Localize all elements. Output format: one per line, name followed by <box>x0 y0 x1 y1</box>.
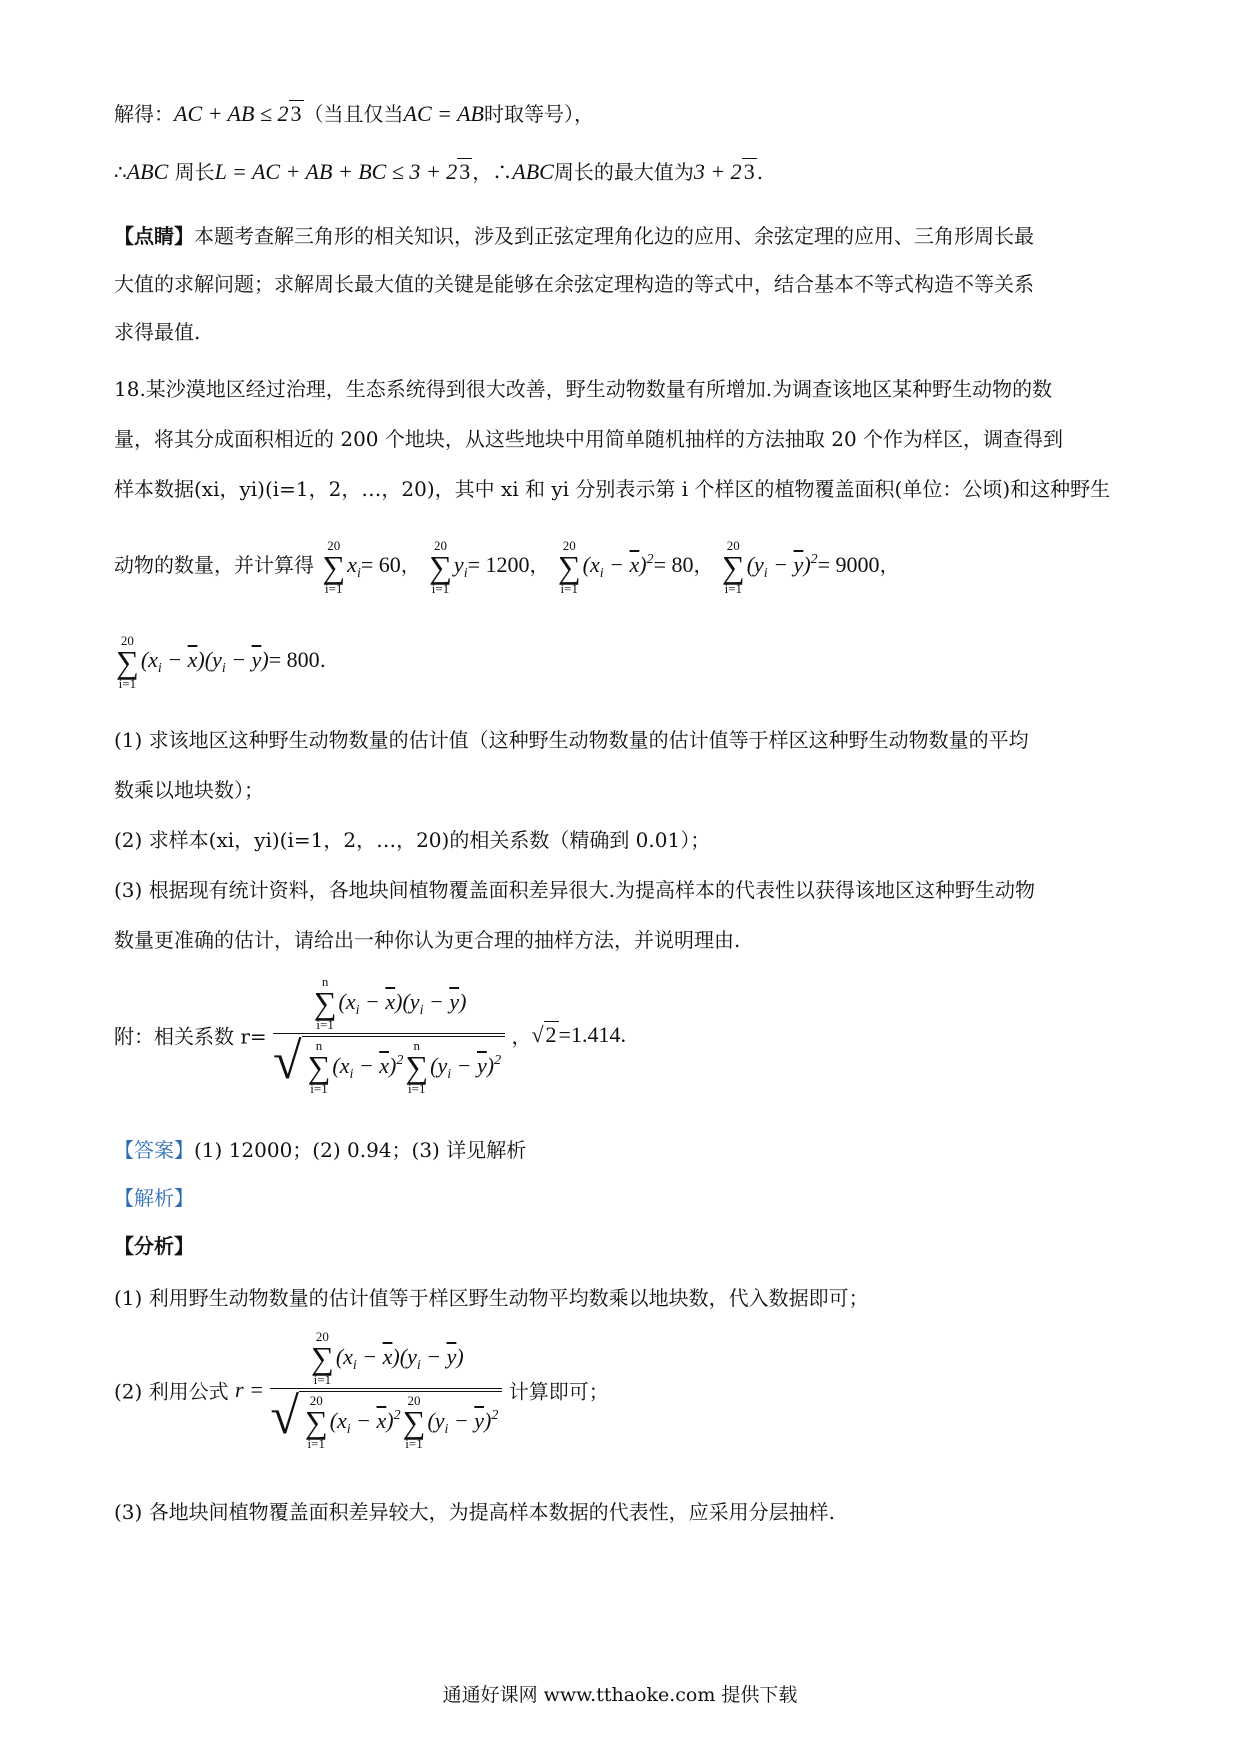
sub-question-1: (1) 求该地区这种野生动物数量的估计值（这种野生动物数量的估计值等于样区这种野生动物数量的平均 <box>114 728 1029 752</box>
point-line-3: 求得最值. <box>114 320 201 344</box>
formula-fraction: 20 ∑ i=1 $(x_i - \overline{x})(y_i - \overline{y})$ √ 20 ∑ i=1 $(x_i - \overline{x})^2$ 20 ∑ i=1 $(y_i - \overline{y})^2$ <box>270 1330 502 1450</box>
sub-question-2: (2) 求样本(xi，yi)(i=1，2，…，20)的相关系数（精确到 0.01）； <box>114 828 711 852</box>
fenxi-line-1: (1) 利用野生动物数量的估计值等于样区野生动物平均数乘以地块数，代入数据即可； <box>114 1286 869 1310</box>
page-footer: 通通好课网 www.tthaoke.com 提供下载 <box>442 1684 798 1706</box>
fenxi-tag: 【分析】 <box>114 1234 194 1258</box>
point-line-1: 【点睛】本题考查解三角形的相关知识，涉及到正弦定理角化边的应用、余弦定理的应用、三角形周长最 <box>114 224 1034 248</box>
sub-question-3: (3) 根据现有统计资料，各地块间植物覆盖面积差异很大.为提高样本的代表性以获得该地区这种野生动物 <box>114 878 1036 902</box>
q18-line-1: 18.某沙漠地区经过治理，生态系统得到很大改善，野生动物数量有所增加.为调查该地区某种野生动物的数 <box>114 377 1053 401</box>
appendix-formula: 附：相关系数 r= n ∑ i=1 $(x_i - \overline{x})(y_i - \overline{y})$ √ n ∑ i=1 $(x_i - \overline{x})^2$ n ∑ i=1 $(y_i - \overline{y})^2$ ，√2=1.414. <box>114 974 626 1096</box>
sub-question-1b: 数乘以地块数）； <box>114 778 264 802</box>
point-line-2: 大值的求解问题；求解周长最大值的关键是能够在余弦定理构造的等式中，结合基本不等式构造不等关系 <box>114 272 1034 296</box>
solution-line-2: ∴ABC 周长L = AC + AB + BC ≤ 3 + 23 ，∴ABC周长的最大值为3 + 23 . <box>114 159 764 184</box>
q18-sum5-line: 20 ∑ i=1 $(x_i - \overline{x})(y_i - \overline{y})= 800$. <box>116 632 326 691</box>
fenxi-line-3: (3) 各地块间植物覆盖面积差异较大，为提高样本数据的代表性，应采用分层抽样. <box>114 1500 836 1524</box>
q18-line-2: 量，将其分成面积相近的 200 个地块，从这些地块中用简单随机抽样的方法抽取 20 个作为样区，调查得到 <box>114 427 1064 451</box>
q18-sums-line: 动物的数量，并计算得 20 ∑ i=1 $x_i= 60$， 20 ∑ i=1 $y_i= 1200$， 20 ∑ i=1 $(x_i - \overline{x})^2= 80$， 20 ∑ i=1 $(y_i - \overline{y})^2= 9000$， <box>114 537 900 596</box>
sub-question-3b: 数量更准确的估计，请给出一种你认为更合理的抽样方法，并说明理由. <box>114 928 741 952</box>
solution-line-1: 解得：AC + AB ≤ 23 （当且仅当AC = AB时取等号）， <box>114 101 594 126</box>
sqrt-3: 3 <box>290 101 302 126</box>
q18-line-3: 样本数据(xi，yi)(i=1，2，…，20)，其中 xi 和 yi 分别表示第 i 个样区的植物覆盖面积(单位：公顷)和这种野生 <box>114 477 1111 501</box>
analysis-tag: 【解析】 <box>114 1186 194 1210</box>
answer-line: 【答案】(1) 12000；(2) 0.94；(3) 详见解析 <box>114 1138 527 1162</box>
fenxi-line-2: (2) 利用公式 r = 20 ∑ i=1 $(x_i - \overline{x})(y_i - \overline{y})$ √ 20 ∑ i=1 $(x_i - \overline{x})^2$ 20 ∑ i=1 $(y_i - \overline{y})^2$ 计算即可； <box>114 1329 609 1451</box>
correlation-fraction: n ∑ i=1 $(x_i - \overline{x})(y_i - \overline{y})$ √ n ∑ i=1 $(x_i - \overline{x})^2$ n ∑ i=1 $(y_i - \overline{y})^2$ <box>273 975 505 1095</box>
sum-symbol: 20 ∑ i=1 <box>322 537 346 596</box>
